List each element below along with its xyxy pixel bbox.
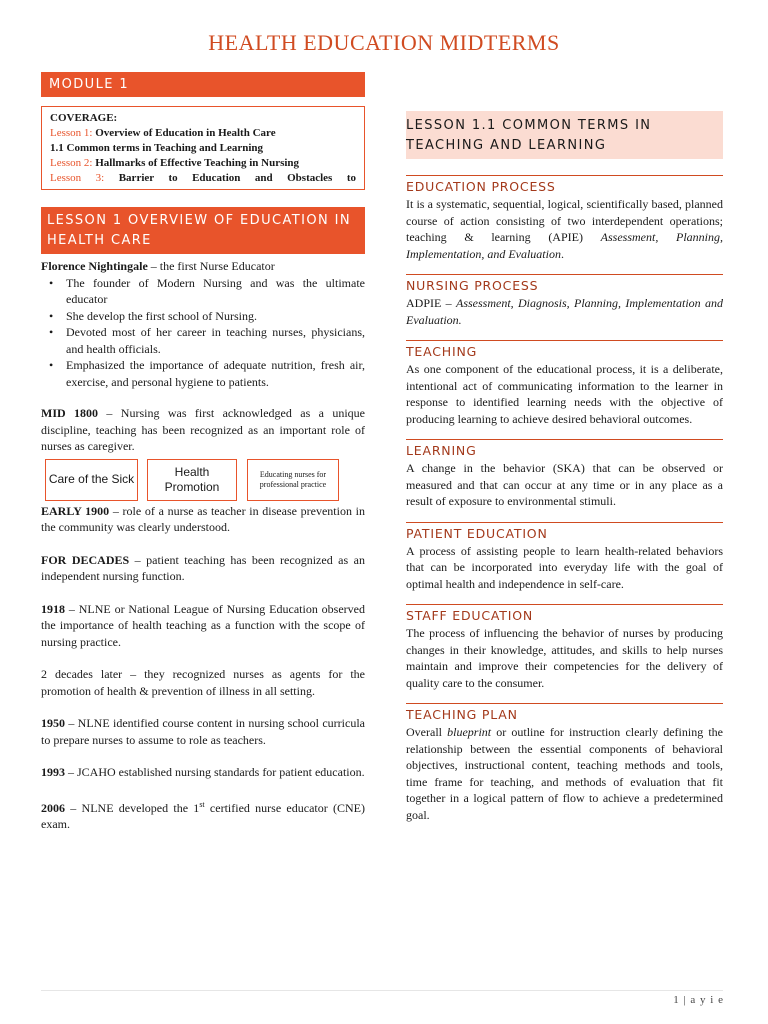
right-column [406,111,723,823]
page-title: HEALTH EDUCATION MIDTERMS [208,30,560,55]
divider [406,340,723,341]
nursing-process-heading: NURSING PROCESS [406,278,539,293]
florence-heading: Florence Nightingale – the first Nurse Educator [41,259,275,273]
education-process-text: It is a systematic, sequential, logical, scientifically based, planned course of action consisting of two interdependent operations; teaching & learning (APIE) Assessment, Planning, Implementation, and Evaluation. [406,197,723,261]
footer-divider [41,990,723,991]
year-2006-paragraph: 2006 – NLNE developed the 1st certified nurse educator (CNE) exam. [41,799,365,831]
list-item: • The founder of Modern Nursing and was the ultimate educator [66,275,365,308]
list-item: • Emphasized the importance of adequate nutrition, fresh air, exercise, and personal hygiene to patients. [66,357,365,390]
box-care-of-sick: Care of the Sick [45,459,138,501]
teaching-plan-heading: TEACHING PLAN [406,707,518,722]
patient-education-heading: PATIENT EDUCATION [406,525,548,541]
divider [406,175,723,176]
box-educating-nurses: Educating nurses for professional practice [247,459,339,501]
list-item: • Devoted most of her career in teaching nurses, physicians, and health officials. [66,324,365,357]
module-banner: MODULE 1 [41,72,365,97]
patient-education-text: A process of assisting people to learn health-related behaviors that can be incorporated into everyday life with the goal of optimal health and independence in self-care. [406,543,723,591]
early-1900-paragraph: EARLY 1900 – role of a nurse as teacher in disease prevention in the community was clearly understood. [41,503,365,534]
florence-list [66,275,365,391]
teaching-heading: TEACHING [406,344,478,359]
staff-education-heading: STAFF EDUCATION [406,608,533,623]
box-health-promotion: Health Promotion [147,459,237,501]
learning-heading: LEARNING [406,443,477,458]
staff-education-text: The process of influencing the behavior of nurses by producing changes in their knowledge, attitudes, and skills to help nurses maintain and improve their competencies for the delivery of quality care to the consumer. [406,626,723,690]
divider [406,439,723,440]
role-boxes [41,459,365,501]
coverage-lesson-1: Lesson 1: Overview of Education in Health Care [50,127,276,139]
year-1918-paragraph: 1918 – NLNE or National League of Nursing Education observed the importance of health teaching as a function with the scope of nursing practice. [41,601,365,649]
coverage-lesson-3: Lesson 3: Barrier to Education and Obstacles to [50,172,356,184]
divider [406,274,723,275]
teaching-plan-text: Overall blueprint or outline for instruction clearly defining the relationship between the essential components of behavioral objectives, instructional content, teaching methods and tools, time frame for teaching, and methods of evaluation that fit together in a logical pattern of flow to achieve a predetermined goal. [406,725,724,822]
two-decades-paragraph: 2 decades later – they recognized nurses as agents for the promotion of health & prevention of illness in all setting. [41,667,365,698]
mid-1800-paragraph: MID 1800 – Nursing was first acknowledged as a unique discipline, teaching has been recognized as an important role of nurses as caregiver. [41,406,365,453]
coverage-lesson-2: Lesson 2: Hallmarks of Effective Teaching in Nursing [50,157,300,169]
divider [406,522,723,523]
page-number: 1 | a y i e [673,994,724,1006]
coverage-heading: COVERAGE: [50,112,118,124]
year-1993-paragraph: 1993 – JCAHO established nursing standards for patient education. [41,765,365,779]
coverage-lesson-1-1: 1.1 Common terms in Teaching and Learning [50,142,263,154]
lesson-1-banner: LESSON 1 OVERVIEW OF EDUCATION IN HEALTH CARE [41,207,365,254]
lesson-1-1-banner: LESSON 1.1 COMMON TERMS IN TEACHING AND LEARNING [406,111,723,159]
left-column [41,72,365,833]
divider [406,604,723,605]
for-decades-paragraph: FOR DECADES – patient teaching has been recognized as an independent nursing function. [41,552,365,583]
year-1950-paragraph: 1950 – NLNE identified course content in nursing school curricula to prepare nurses to assume to role as teachers. [41,716,365,747]
divider [406,703,723,704]
teaching-text: As one component of the educational process, it is a deliberate, intentional act of communicating information to the learner in response to identified learning needs with the objective of producing learning to achieve desired behavioral outcomes. [406,362,723,426]
nursing-process-text: ADPIE – Assessment, Diagnosis, Planning, Implementation and Evaluation. [406,296,723,327]
list-item: • She develop the first school of Nursing. [66,308,365,325]
coverage-box [41,106,365,190]
education-process-heading: EDUCATION PROCESS [406,179,556,194]
learning-text: A change in the behavior (SKA) that can be observed or measured and that can occur at any time or in any place as a result of exposure to environmental stimuli. [406,461,723,508]
